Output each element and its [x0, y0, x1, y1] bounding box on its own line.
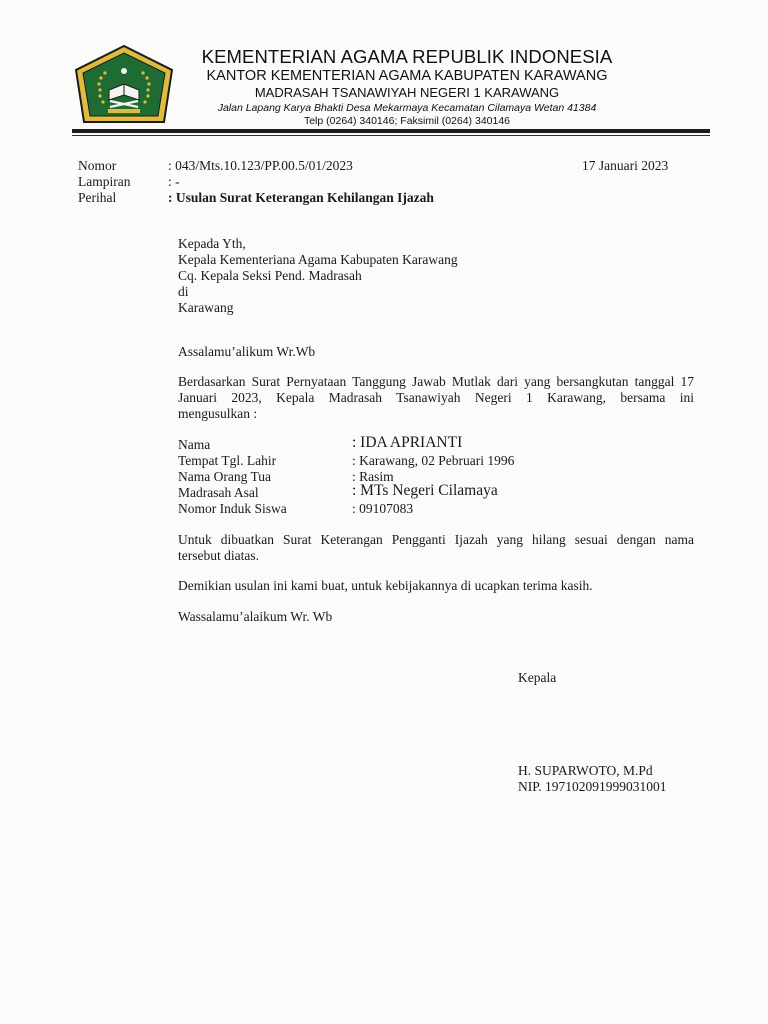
- detail-value-nama: : IDA APRIANTI: [352, 434, 463, 451]
- recipient-name: Kepala Kementeriana Agama Kabupaten Karawang: [178, 252, 458, 267]
- perihal-label: Perihal: [78, 190, 117, 205]
- letterhead-divider-thin: [72, 135, 710, 136]
- detail-label-ttl: Tempat Tgl. Lahir: [178, 453, 277, 468]
- detail-value-madrasah: : MTs Negeri Cilamaya: [352, 482, 498, 499]
- lampiran-label: Lampiran: [78, 174, 131, 189]
- closing-sentence: Demikian usulan ini kami buat, untuk kebijakannya di ucapkan terima kasih.: [178, 578, 593, 593]
- intro-line-1: Berdasarkan Surat Pernyataan Tanggung Jawab Mutlak dari yang bersangkutan tanggal 17: [178, 374, 694, 389]
- letterhead: [182, 46, 632, 128]
- letterhead-divider-thick: [72, 129, 710, 133]
- detail-value-orang-tua: : Rasim: [352, 469, 394, 484]
- farewell: Wassalamu’alaikum Wr. Wb: [178, 609, 333, 624]
- nomor-label: Nomor: [78, 158, 117, 173]
- detail-value-nis: : 09107083: [352, 501, 414, 516]
- letter-date: 17 Januari 2023: [582, 158, 669, 173]
- office-name: KANTOR KEMENTERIAN AGAMA KABUPATEN KARAWANG: [206, 68, 608, 84]
- intro-line-2: Januari 2023, Kepala Madrasah Tsanawiyah Negeri 1 Karawang, bersama ini: [178, 390, 694, 405]
- lampiran-value: : -: [168, 174, 180, 189]
- purpose-line-2: tersebut diatas.: [178, 548, 259, 563]
- purpose-line-1: Untuk dibuatkan Surat Keterangan Pengganti Ijazah yang hilang sesuai dengan nama: [178, 532, 694, 547]
- intro-line-3: mengusulkan :: [178, 406, 258, 421]
- recipient-di: di: [178, 284, 189, 299]
- detail-value-ttl: : Karawang, 02 Pebruari 1996: [352, 453, 515, 468]
- recipient-city: Karawang: [178, 300, 234, 315]
- recipient-division: Cq. Kepala Seksi Pend. Madrasah: [178, 268, 362, 283]
- perihal-value: : Usulan Surat Keterangan Kehilangan Ijazah: [168, 190, 434, 205]
- detail-label-nis: Nomor Induk Siswa: [178, 501, 287, 516]
- detail-label-madrasah: Madrasah Asal: [178, 485, 259, 500]
- school-phone: Telp (0264) 340146; Faksimil (0264) 340146: [303, 115, 511, 127]
- school-name: MADRASAH TSANAWIYAH NEGERI 1 KARAWANG: [254, 85, 560, 100]
- detail-label-nama: Nama: [178, 437, 211, 452]
- recipient-greeting: Kepada Yth,: [178, 236, 246, 251]
- detail-label-orang-tua: Nama Orang Tua: [178, 469, 271, 484]
- nomor-value: : 043/Mts.10.123/PP.00.5/01/2023: [168, 158, 353, 173]
- signer-name: H. SUPARWOTO, M.Pd: [518, 763, 653, 778]
- signer-nip: NIP. 197102091999031001: [518, 779, 667, 794]
- kemenag-emblem-icon: [72, 44, 176, 126]
- ministry-name: KEMENTERIAN AGAMA REPUBLIK INDONESIA: [201, 46, 613, 67]
- school-address: Jalan Lapang Karya Bhakti Desa Mekarmaya Kecamatan Cilamaya Wetan 41384: [217, 102, 597, 114]
- signer-title: Kepala: [518, 670, 557, 685]
- opening-greeting: Assalamu’alikum Wr.Wb: [178, 344, 316, 359]
